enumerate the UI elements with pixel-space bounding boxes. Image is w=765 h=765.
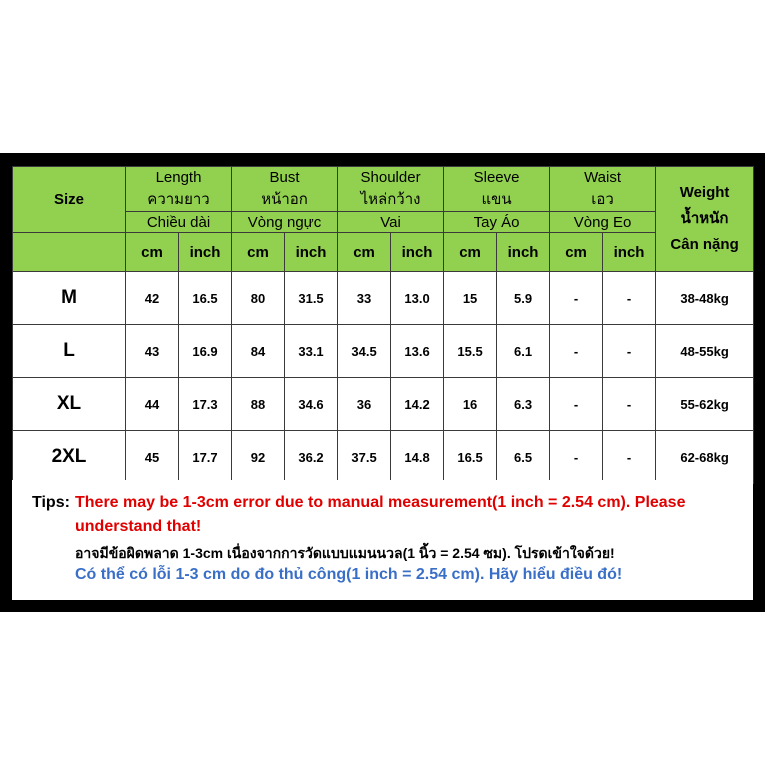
table-cell: 13.0 [391, 272, 444, 325]
table-row [13, 378, 754, 431]
table-cell: - [550, 272, 603, 325]
table-cell: - [603, 431, 656, 484]
tips-vietnamese: Có thể có lỗi 1-3 cm do đo thủ công(1 inch = 2.54 cm). Hãy hiểu điều đó! [75, 566, 623, 583]
table-cell: 6.5 [497, 431, 550, 484]
length-header-th: ความยาว [126, 187, 232, 212]
weight-header [656, 167, 754, 272]
table-cell: 43 [126, 325, 179, 378]
table-cell: - [603, 325, 656, 378]
table-cell: 84 [232, 325, 285, 378]
weight-header-en: Weight [679, 184, 730, 201]
tips-english-line2: understand that! [75, 518, 202, 535]
table-cell: 16.9 [179, 325, 232, 378]
table-cell: 17.3 [179, 378, 232, 431]
length-header-vi: Chiều dài [126, 212, 232, 233]
table-cell: 5.9 [497, 272, 550, 325]
unit-inch: inch [285, 233, 338, 272]
unit-cm: cm [444, 233, 497, 272]
table-cell: - [550, 378, 603, 431]
size-header: Size [13, 167, 126, 233]
table-cell: 34.5 [338, 325, 391, 378]
shoulder-header-vi: Vai [338, 212, 444, 233]
sleeve-header-th: แขน [444, 187, 550, 212]
bust-header-vi: Vòng ngực [232, 212, 338, 233]
table-cell: 36.2 [285, 431, 338, 484]
table-cell: 6.1 [497, 325, 550, 378]
table-cell: 16.5 [444, 431, 497, 484]
weight-header-th: น้ำหนัก [680, 210, 729, 227]
table-cell: 16 [444, 378, 497, 431]
size-header-spacer [13, 233, 126, 272]
table-cell: 16.5 [179, 272, 232, 325]
table-cell: 34.6 [285, 378, 338, 431]
table-cell: 15 [444, 272, 497, 325]
unit-inch: inch [497, 233, 550, 272]
table-cell: - [550, 431, 603, 484]
shoulder-header-en: Shoulder [338, 167, 444, 188]
bust-header-en: Bust [232, 167, 338, 188]
table-cell: - [550, 325, 603, 378]
table-cell: 17.7 [179, 431, 232, 484]
waist-header-en: Waist [550, 167, 656, 188]
size-cell: L [13, 325, 126, 378]
table-cell: - [603, 378, 656, 431]
table-cell: 44 [126, 378, 179, 431]
unit-inch: inch [391, 233, 444, 272]
tips-label: Tips: [32, 494, 70, 511]
weight-cell: 38-48kg [656, 272, 754, 325]
waist-header-vi: Vòng Eo [550, 212, 656, 233]
table-row [13, 325, 754, 378]
table-cell: 33.1 [285, 325, 338, 378]
table-cell: 14.8 [391, 431, 444, 484]
size-cell: 2XL [13, 431, 126, 484]
table-row [13, 431, 754, 484]
unit-cm: cm [126, 233, 179, 272]
shoulder-header-th: ไหล่กว้าง [338, 187, 444, 212]
tips-box [12, 480, 753, 600]
size-cell: M [13, 272, 126, 325]
table-row [13, 272, 754, 325]
table-cell: 42 [126, 272, 179, 325]
table-cell: 13.6 [391, 325, 444, 378]
weight-cell: 62-68kg [656, 431, 754, 484]
table-cell: 92 [232, 431, 285, 484]
header-row-1 [13, 167, 754, 188]
table-cell: 37.5 [338, 431, 391, 484]
unit-cm: cm [338, 233, 391, 272]
unit-inch: inch [179, 233, 232, 272]
weight-cell: 48-55kg [656, 325, 754, 378]
table-cell: 31.5 [285, 272, 338, 325]
table-cell: 33 [338, 272, 391, 325]
unit-cm: cm [232, 233, 285, 272]
bust-header-th: หน้าอก [232, 187, 338, 212]
waist-header-th: เอว [550, 187, 656, 212]
tips-english-line1: There may be 1-3cm error due to manual measurement(1 inch = 2.54 cm). Please [75, 494, 686, 511]
tips-thai: อาจมีข้อผิดพลาด 1-3cm เนื่องจากการวัดแบบแมนนวล(1 นิ้ว = 2.54 ซม). โปรดเข้าใจด้วย! [75, 545, 615, 561]
size-table [12, 166, 754, 484]
table-cell: 80 [232, 272, 285, 325]
sleeve-header-en: Sleeve [444, 167, 550, 188]
weight-cell: 55-62kg [656, 378, 754, 431]
weight-header-vi: Cân nặng [670, 236, 739, 253]
table-cell: 88 [232, 378, 285, 431]
size-cell: XL [13, 378, 126, 431]
sleeve-header-vi: Tay Áo [444, 212, 550, 233]
table-cell: - [603, 272, 656, 325]
table-cell: 6.3 [497, 378, 550, 431]
unit-cm: cm [550, 233, 603, 272]
unit-row [13, 233, 754, 272]
table-cell: 14.2 [391, 378, 444, 431]
table-cell: 45 [126, 431, 179, 484]
unit-inch: inch [603, 233, 656, 272]
table-cell: 36 [338, 378, 391, 431]
table-cell: 15.5 [444, 325, 497, 378]
length-header-en: Length [126, 167, 232, 188]
